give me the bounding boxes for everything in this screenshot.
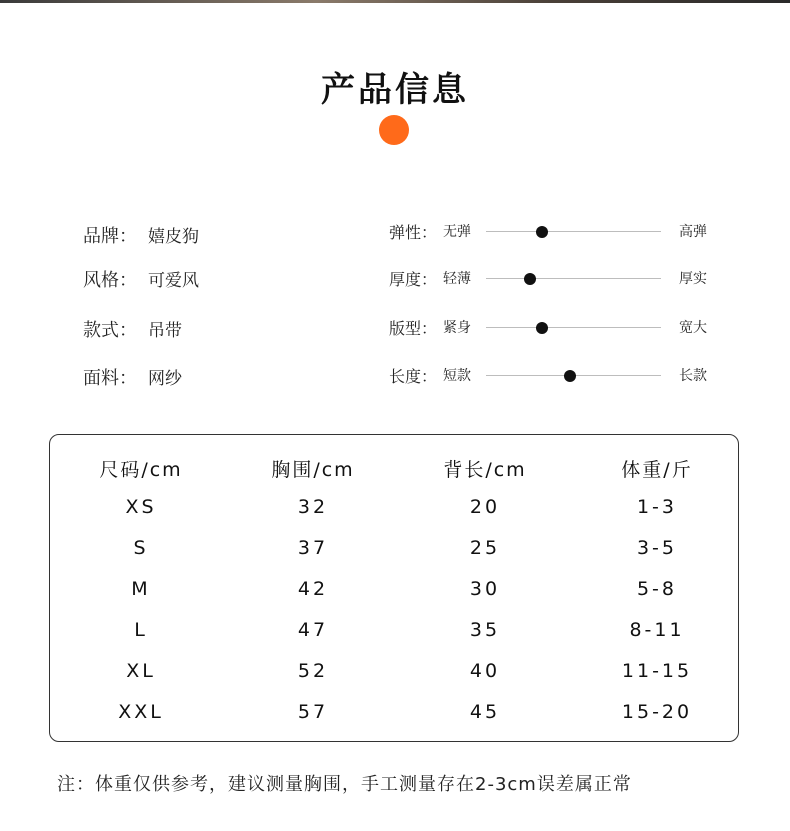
table-cell: 1-3	[636, 496, 678, 518]
table-cell: 20	[469, 496, 501, 518]
accent-dot	[379, 115, 409, 145]
scale-label: 厚度：	[389, 270, 438, 289]
table-cell: 15-20	[621, 701, 693, 723]
scale-low: 无弹	[443, 224, 471, 240]
table-cell: 40	[469, 660, 501, 682]
table-cell: L	[134, 619, 148, 641]
info-key: 风格：	[83, 270, 137, 291]
table-cell: 45	[469, 701, 501, 723]
scale-knob	[536, 226, 548, 238]
scale-track	[486, 327, 661, 328]
page-title: 产品信息	[321, 70, 469, 110]
info-row-style	[83, 266, 199, 292]
table-header-size: 尺码/cm	[99, 459, 183, 481]
table-cell: 8-11	[629, 619, 685, 641]
scale-knob	[564, 370, 576, 382]
scale-low: 紧身	[443, 320, 471, 336]
scale-high: 厚实	[679, 271, 707, 287]
info-value: 网纱	[148, 369, 182, 389]
scale-knob	[536, 322, 548, 334]
info-key: 款式：	[83, 320, 137, 341]
info-key: 品牌：	[83, 226, 137, 247]
table-cell: 11-15	[621, 660, 693, 682]
table-cell: S	[133, 537, 149, 559]
table-header-weight: 体重/斤	[621, 459, 693, 481]
scale-label: 长度：	[389, 367, 438, 386]
scale-high: 长款	[679, 368, 707, 384]
info-row-type	[83, 316, 182, 342]
table-cell: 25	[469, 537, 501, 559]
table-cell: 57	[297, 701, 329, 723]
scale-length	[389, 364, 729, 388]
table-cell: 3-5	[636, 537, 678, 559]
table-cell: 30	[469, 578, 501, 600]
top-decor-bar	[0, 0, 790, 3]
scale-track	[486, 231, 661, 232]
footnote: 注：体重仅供参考，建议测量胸围，手工测量存在2-3cm误差属正常	[57, 774, 632, 795]
info-value: 吊带	[148, 321, 182, 341]
table-cell: 52	[297, 660, 329, 682]
table-header-back-length: 背长/cm	[443, 459, 527, 481]
scale-knob	[524, 273, 536, 285]
table-cell: XXL	[118, 701, 164, 723]
scale-high: 宽大	[679, 320, 707, 336]
table-cell: 5-8	[636, 578, 678, 600]
scale-elasticity	[389, 220, 729, 244]
scale-label: 版型：	[389, 319, 438, 338]
table-cell: 32	[297, 496, 329, 518]
scale-low: 短款	[443, 368, 471, 384]
info-key: 面料：	[83, 368, 137, 389]
table-header-chest: 胸围/cm	[271, 459, 355, 481]
table-cell: 47	[297, 619, 329, 641]
scale-track	[486, 278, 661, 279]
scale-low: 轻薄	[443, 271, 471, 287]
table-cell: M	[131, 578, 151, 600]
table-cell: XL	[126, 660, 156, 682]
table-cell: 37	[297, 537, 329, 559]
info-value: 嬉皮狗	[148, 227, 199, 247]
table-cell: 35	[469, 619, 501, 641]
size-table	[49, 434, 739, 742]
scale-label: 弹性：	[389, 223, 438, 242]
table-cell: 42	[297, 578, 329, 600]
table-cell: XS	[125, 496, 157, 518]
scale-thickness	[389, 267, 729, 291]
info-value: 可爱风	[148, 271, 199, 291]
info-row-fabric	[83, 364, 182, 390]
info-row-brand	[83, 222, 199, 248]
scale-high: 高弹	[679, 224, 707, 240]
scale-fit	[389, 316, 729, 340]
